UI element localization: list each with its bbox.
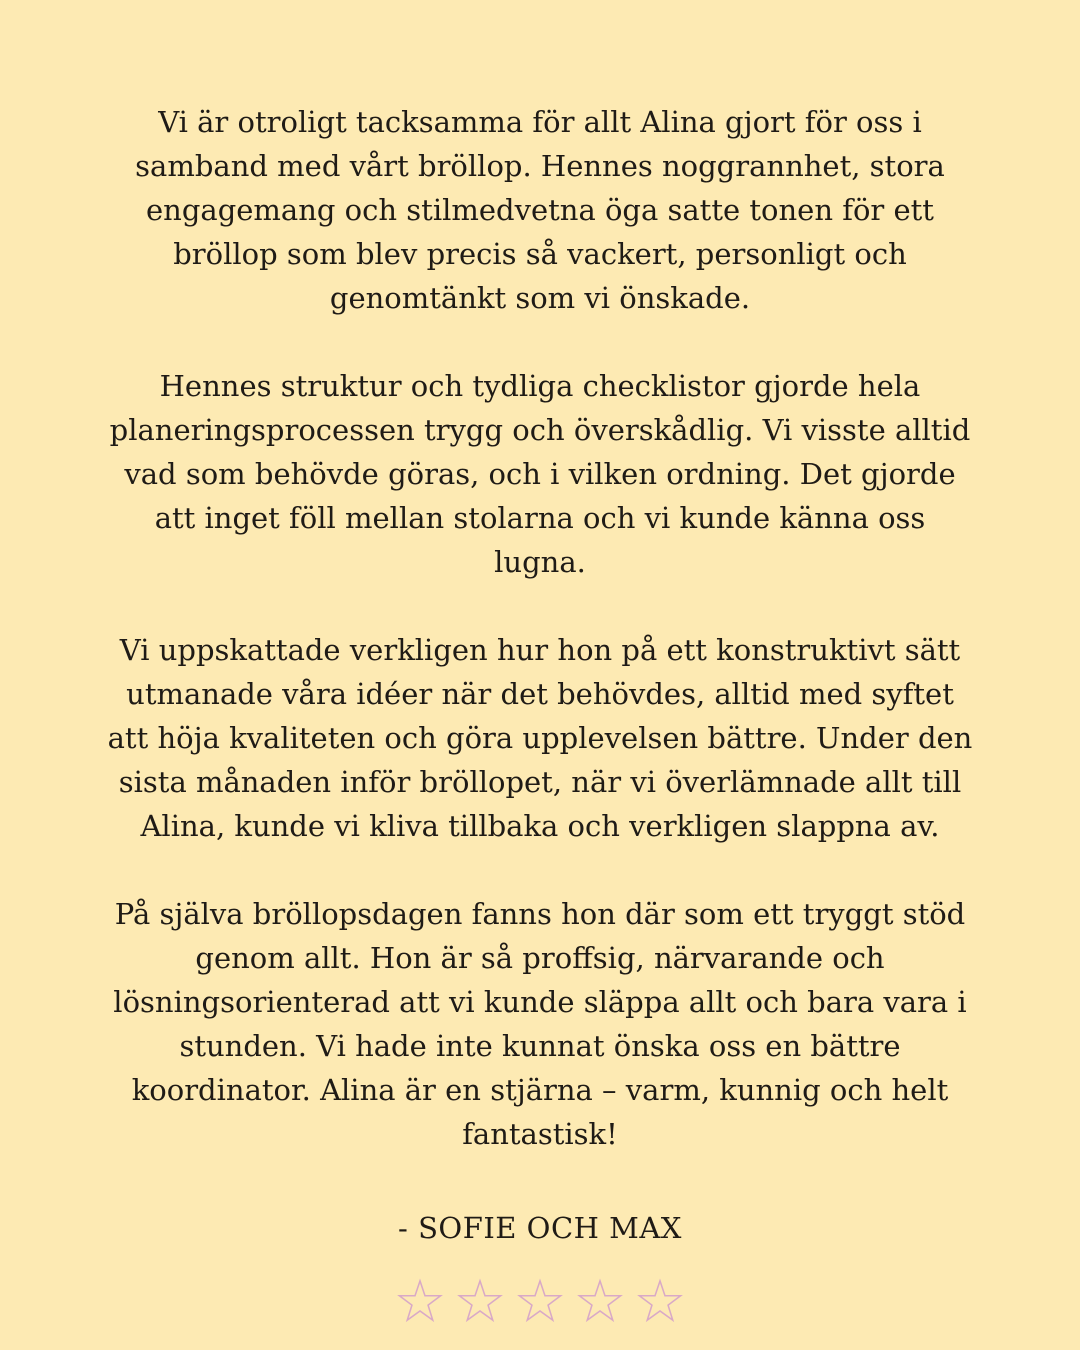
text-line: sista månaden inför bröllopet, när vi överlämnade allt till bbox=[118, 765, 962, 799]
text-line: stunden. Vi hade inte kunnat önska oss en bättre bbox=[179, 1029, 901, 1063]
text-line: genomtänkt som vi önskade. bbox=[329, 281, 751, 315]
text-line: samband med vårt bröllop. Hennes noggrannhet, stora bbox=[135, 149, 945, 183]
testimonial-paragraph-2 bbox=[60, 364, 1020, 584]
text-line: genom allt. Hon är så proffsig, närvarande och bbox=[195, 941, 885, 975]
text-line: Vi uppskattade verkligen hur hon på ett konstruktivt sätt bbox=[119, 633, 961, 667]
text-line: att inget föll mellan stolarna och vi kunde känna oss bbox=[154, 501, 926, 535]
text-line: koordinator. Alina är en stjärna – varm, kunnig och helt bbox=[131, 1073, 949, 1107]
star-outline-icon bbox=[517, 1278, 563, 1324]
star-outline-icon bbox=[637, 1278, 683, 1324]
text-line: Hennes struktur och tydliga checklistor gjorde hela bbox=[159, 369, 921, 403]
text-line: bröllop som blev precis så vackert, personligt och bbox=[173, 237, 907, 271]
star-outline-icon bbox=[457, 1278, 503, 1324]
star-outline-icon bbox=[577, 1278, 623, 1324]
text-line: planeringsprocessen trygg och överskådlig. Vi visste alltid bbox=[109, 413, 971, 447]
text-line: att höja kvaliteten och göra upplevelsen bättre. Under den bbox=[107, 721, 973, 755]
testimonial-paragraph-3 bbox=[60, 628, 1020, 848]
testimonial bbox=[60, 100, 1020, 1250]
text-line: lösningsorienterad att vi kunde släppa allt och bara vara i bbox=[113, 985, 967, 1019]
text-line: lugna. bbox=[494, 545, 586, 579]
star-outline-icon bbox=[397, 1278, 443, 1324]
text-line: På själva bröllopsdagen fanns hon där som ett tryggt stöd bbox=[114, 897, 966, 931]
text-line: Vi är otroligt tacksamma för allt Alina gjort för oss i bbox=[158, 105, 922, 139]
star-rating bbox=[0, 1278, 1080, 1324]
testimonial-paragraph-1 bbox=[60, 100, 1020, 320]
testimonial-paragraph-4 bbox=[60, 892, 1020, 1156]
text-line: fantastisk! bbox=[462, 1117, 618, 1151]
text-line: Alina, kunde vi kliva tillbaka och verkligen slappna av. bbox=[140, 809, 940, 843]
testimonial-signature: - SOFIE OCH MAX bbox=[398, 1211, 682, 1245]
text-line: engagemang och stilmedvetna öga satte tonen för ett bbox=[146, 193, 934, 227]
text-line: utmanade våra idéer när det behövdes, alltid med syftet bbox=[126, 677, 954, 711]
text-line: vad som behövde göras, och i vilken ordning. Det gjorde bbox=[124, 457, 956, 491]
